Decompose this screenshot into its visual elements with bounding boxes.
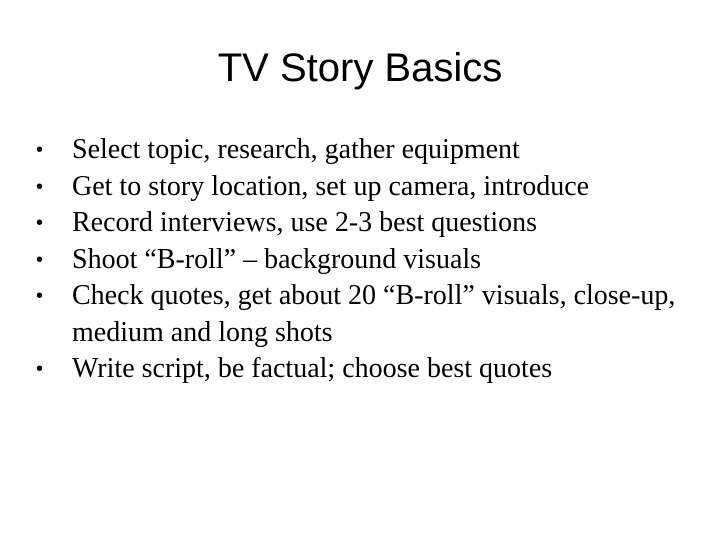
bullet-text: Write script, be factual; choose best quotes	[72, 353, 553, 384]
bullet-item	[36, 205, 696, 242]
slide-title: TV Story Basics	[217, 46, 503, 90]
bullet-item	[36, 132, 696, 169]
bullet-item	[36, 278, 696, 351]
bullet-list	[36, 132, 696, 388]
bullet-icon: •	[36, 212, 44, 234]
bullet-text: Get to story location, set up camera, introduce	[72, 170, 590, 202]
bullet-icon: •	[36, 358, 44, 380]
bullet-icon: •	[36, 248, 44, 271]
bullet-text: Shoot “B-roll” – background visuals	[72, 243, 482, 275]
bullet-item	[36, 351, 696, 388]
bullet-item	[36, 242, 696, 279]
bullet-icon: •	[36, 285, 44, 307]
bullet-text: Check quotes, get about 20 “B-roll” visuals, close-up, medium and long shots	[72, 280, 676, 348]
bullet-text: Record interviews, use 2-3 best questions	[72, 207, 538, 238]
bullet-icon: •	[36, 175, 44, 198]
bullet-item	[36, 169, 696, 206]
bullet-text: Select topic, research, gather equipment	[72, 134, 520, 165]
bullet-icon: •	[36, 139, 44, 161]
